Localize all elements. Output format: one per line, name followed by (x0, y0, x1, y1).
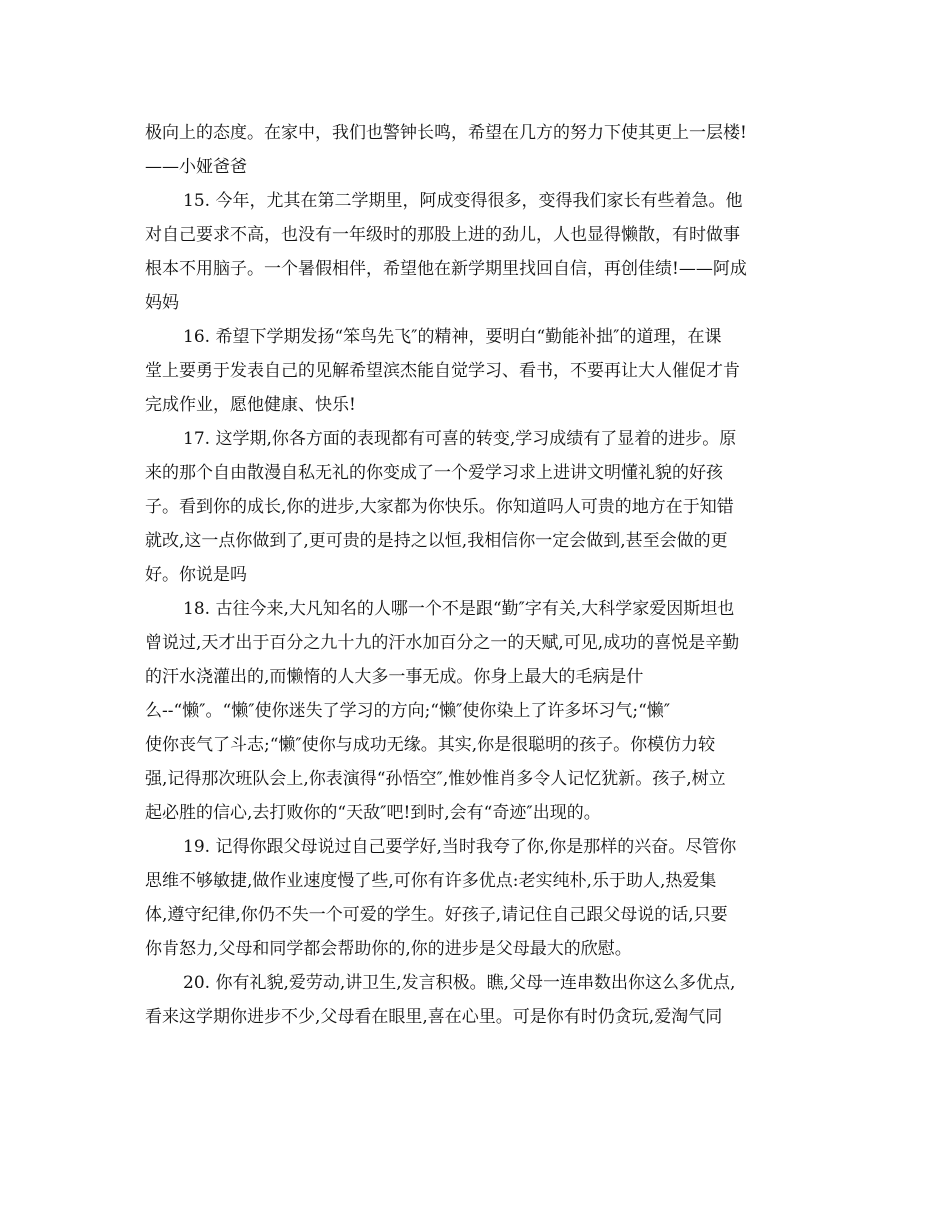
text-line: 使你丧气了斗志;“懒″使你与成功无缘。其实,你是很聪明的孩子。你模仿力较 (145, 735, 716, 755)
text-line: 你肯怒力,父母和同学都会帮助你的,你的进步是父母最大的欣慰。 (145, 939, 632, 959)
text-line: ——小娅爸爸 (145, 157, 247, 177)
text-line: 子。看到你的成长,你的进步,大家都为你快乐。你知道吗人可贵的地方在于知错 (145, 497, 734, 517)
text-line: 来的那个自由散漫自私无礼的你变成了一个爱学习求上进讲文明懂礼貌的好孩 (145, 463, 723, 483)
text-line: 思维不够敏捷,做作业速度慢了些,可你有许多优点:老实纯朴,乐于助人,热爱集 (145, 871, 717, 891)
text-line: 就改,这一点你做到了,更可贵的是持之以恒,我相信你一定会做到,甚至会做的更 (145, 531, 728, 551)
text-line: 起必胜的信心,去打败你的“天敌″吧!到时,会有“奇迹″出现的。 (145, 803, 601, 823)
text-line: 强,记得那次班队会上,你表演得“孙悟空″,惟妙惟肖多令人记忆犹新。孩子,树立 (145, 769, 726, 789)
paragraph-first-line: 20. 你有礼貌,爱劳动,讲卫生,发言积极。瞧,父母一连串数出你这么多优点, (183, 973, 736, 993)
text-line: 对自己要求不高，也没有一年级时的那股上进的劲儿，人也显得懒散，有时做事 (145, 225, 740, 245)
text-line: 妈妈 (145, 293, 179, 313)
paragraph-first-line: 16. 希望下学期发扬“笨鸟先飞″的精神，要明白“勤能补拙″的道理，在课 (183, 327, 722, 347)
text-line: 看来这学期你进步不少,父母看在眼里,喜在心里。可是你有时仍贪玩,爱淘气同 (145, 1007, 723, 1027)
text-line: 的汗水浇灌出的,而懒惰的人大多一事无成。你身上最大的毛病是什 (145, 667, 644, 687)
text-line: 好。你说是吗 (145, 565, 247, 585)
paragraph-first-line: 17. 这学期,你各方面的表现都有可喜的转变,学习成绩有了显着的进步。原 (183, 429, 737, 449)
text-line: 曾说过,天才出于百分之九十九的汗水加百分之一的天赋,可见,成功的喜悦是辛勤 (145, 633, 740, 653)
paragraph-first-line: 19. 记得你跟父母说过自己要学好,当时我夸了你,你是那样的兴奋。尽管你 (183, 837, 737, 857)
text-line: 极向上的态度。在家中，我们也警钟长鸣，希望在几方的努力下使其更上一层楼! (145, 123, 747, 143)
document-body (145, 116, 811, 1034)
text-line: 堂上要勇于发表自己的见解希望滨杰能自觉学习、看书，不要再让大人催促才肯 (145, 361, 740, 381)
text-line: 根本不用脑子。一个暑假相伴，希望他在新学期里找回自信，再创佳绩!——阿成 (145, 259, 747, 279)
paragraph-first-line: 18. 古往今来,大凡知名的人哪一个不是跟“勤″字有关,大科学家爱因斯坦也 (183, 599, 735, 619)
text-line: 么--“懒″。“懒″使你迷失了学习的方向;“懒″使你染上了许多坏习气;“懒″ (145, 701, 671, 721)
text-line: 完成作业，愿他健康、快乐! (145, 395, 356, 415)
text-line: 体,遵守纪律,你仍不失一个可爱的学生。好孩子,请记住自己跟父母说的话,只要 (145, 905, 728, 925)
paragraph-first-line: 15. 今年，尤其在第二学期里，阿成变得很多，变得我们家长有些着急。他 (183, 191, 743, 211)
